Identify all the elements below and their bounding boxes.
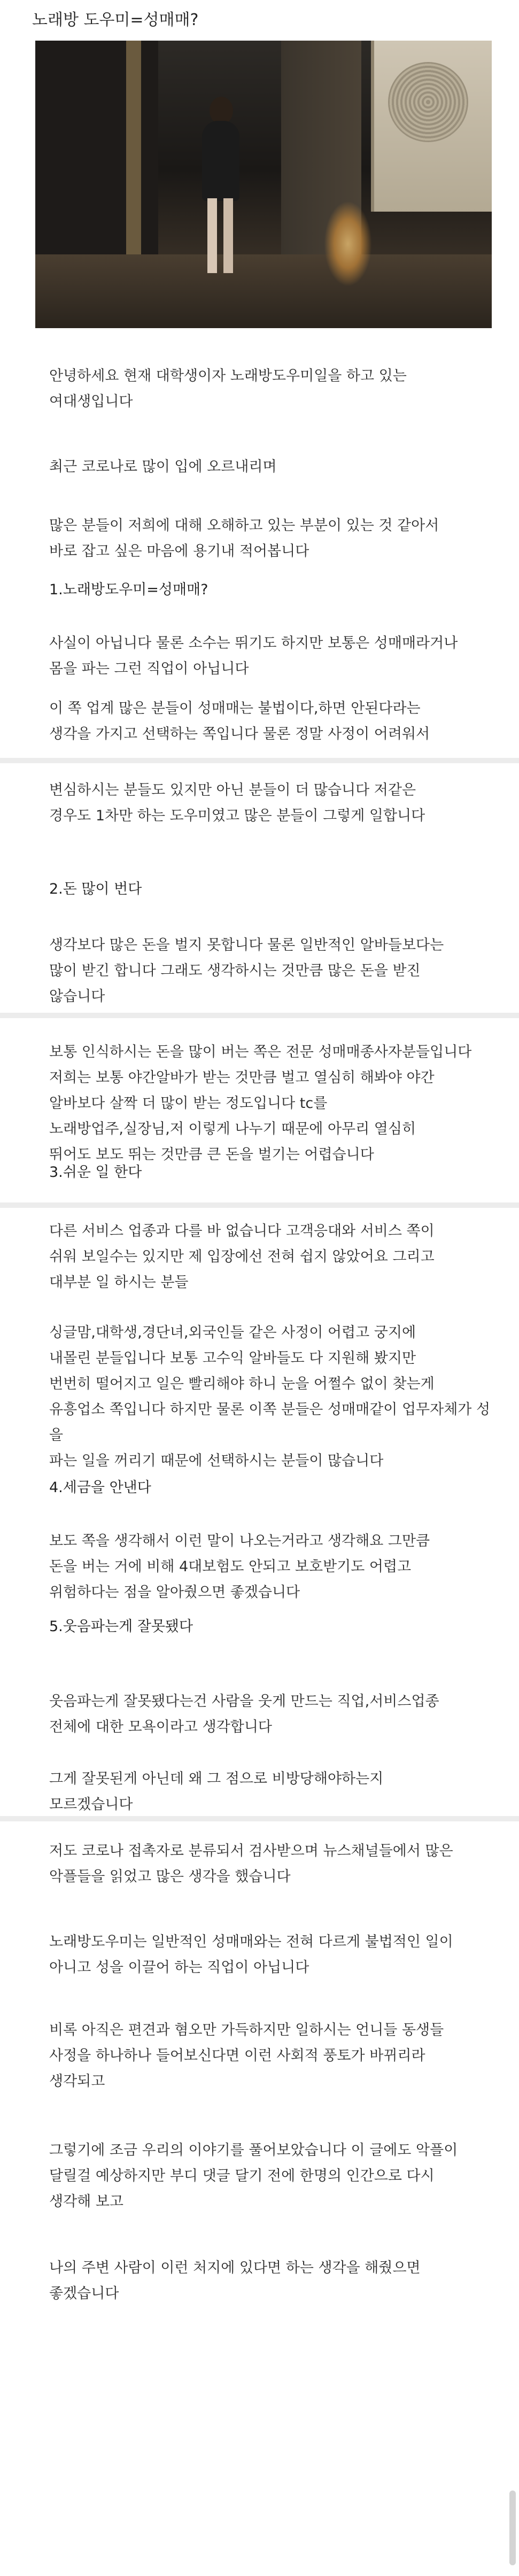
- paragraph: 다른 서비스 업종과 다를 바 없습니다 고객응대와 서비스 쪽이 쉬워 보일수는 있지만 제 입장에선 전혀 쉽지 않았어요 그리고 대부분 일 하시는 분들: [49, 1223, 435, 1291]
- paragraph: 안녕하세요 현재 대학생이자 노래방도우미일을 하고 있는 여대생입니다: [49, 368, 407, 410]
- paragraph: 그게 잘못된게 아닌데 왜 그 점으로 비방당해야하는지 모르겠습니다: [49, 1771, 384, 1813]
- paragraph: 이 쪽 업계 많은 분들이 성매매는 불법이다,하면 안된다라는 생각을 가지고 선택하는 쪽입니다 물론 정말 사정이 어려워서: [49, 700, 430, 742]
- paragraph: 사실이 아닙니다 물론 소수는 뛰기도 하지만 보통은 성매매라거나 몸을 파는 그런 직업이 아닙니다: [49, 635, 458, 677]
- paragraph: 비록 아직은 편견과 혐오만 가득하지만 일하시는 언니들 동생들 사정을 하나하나 들어보신다면 이런 사회적 풍토가 바뀌리라 생각되고: [49, 2022, 444, 2090]
- paragraph: 웃음파는게 잘못됐다는건 사람을 웃게 만드는 직업,서비스업종 전체에 대한 모욕이라고 생각합니다: [49, 1693, 439, 1735]
- section-heading: 5.웃음파는게 잘못됐다: [49, 1618, 193, 1635]
- post-title: 노래방 도우미=성매매?: [32, 11, 199, 29]
- section-heading: 4.세금을 안낸다: [49, 1479, 151, 1496]
- paragraph: 변심하시는 분들도 있지만 아닌 분들이 더 많습니다 저같은 경우도 1차만 하는 도우미였고 많은 분들이 그렇게 일합니다: [49, 782, 425, 824]
- paragraph: 싱글맘,대학생,경단녀,외국인들 같은 사정이 어렵고 궁지에 내몰린 분들입니다 보통 고수익 알바들도 다 지원해 봤지만 번번히 떨어지고 일은 빨리해야 하니 눈을 어쩔수 없이 찾는게 유흥업소 쪽입니다 하지만 물론 이쪽 분들은 성매매같이 업무자체가 성을 파는 일을 꺼리기 때문에 선택하시는 분들이 많습니다: [49, 1324, 491, 1469]
- paragraph: 최근 코로나로 많이 입에 오르내리며: [49, 459, 277, 475]
- section-heading: 1.노래방도우미=성매매?: [49, 581, 208, 598]
- paragraph: 보도 쪽을 생각해서 이런 말이 나오는거라고 생각해요 그만큼 돈을 버는 거에 비해 4대보험도 안되고 보호받기도 어렵고 위험하다는 점을 알아줬으면 좋겠습니다: [49, 1533, 430, 1601]
- section-divider: [0, 1013, 519, 1018]
- paragraph: 많은 분들이 저희에 대해 오해하고 있는 부분이 있는 것 같아서 바로 잡고 싶은 마음에 용기내 적어봅니다: [49, 517, 439, 560]
- paragraph: 그렇기에 조금 우리의 이야기를 풀어보았습니다 이 글에도 악플이 달릴걸 예상하지만 부디 댓글 달기 전에 한명의 인간으로 다시 생각해 보고: [49, 2142, 458, 2210]
- paragraph: 저도 코로나 접촉자로 분류되서 검사받으며 뉴스채널들에서 많은 악플들을 읽었고 많은 생각을 했습니다: [49, 1843, 453, 1885]
- paragraph: 생각보다 많은 돈을 벌지 못합니다 물론 일반적인 알바들보다는 많이 받긴 합니다 그래도 생각하시는 것만큼 많은 돈을 받진 않습니다: [49, 937, 444, 1005]
- section-divider: [0, 1202, 519, 1208]
- section-heading: 3.쉬운 일 한다: [49, 1164, 142, 1181]
- paragraph: 나의 주변 사람이 이런 처지에 있다면 하는 생각을 해줬으면 좋겠습니다: [49, 2260, 421, 2302]
- post-photo: [35, 41, 492, 328]
- paragraph: 노래방도우미는 일반적인 성매매와는 전혀 다르게 불법적인 일이 아니고 성을 이끌어 하는 직업이 아닙니다: [49, 1934, 453, 1976]
- scrollbar-thumb[interactable]: [509, 2490, 516, 2565]
- section-divider: [0, 758, 519, 763]
- section-heading: 2.돈 많이 번다: [49, 881, 142, 897]
- paragraph: 보통 인식하시는 돈을 많이 버는 쪽은 전문 성매매종사자분들입니다 저희는 보통 야간알바가 받는 것만큼 벌고 열심히 해봐야 야간 알바보다 살짝 더 많이 받는 정도입니다 tc를 노래방업주,실장님,저 이렇게 나누기 때문에 아무리 열심히 뛰어도 보도 뛰는 것만큼 큰 돈을 벌기는 어렵습니다: [49, 1044, 472, 1163]
